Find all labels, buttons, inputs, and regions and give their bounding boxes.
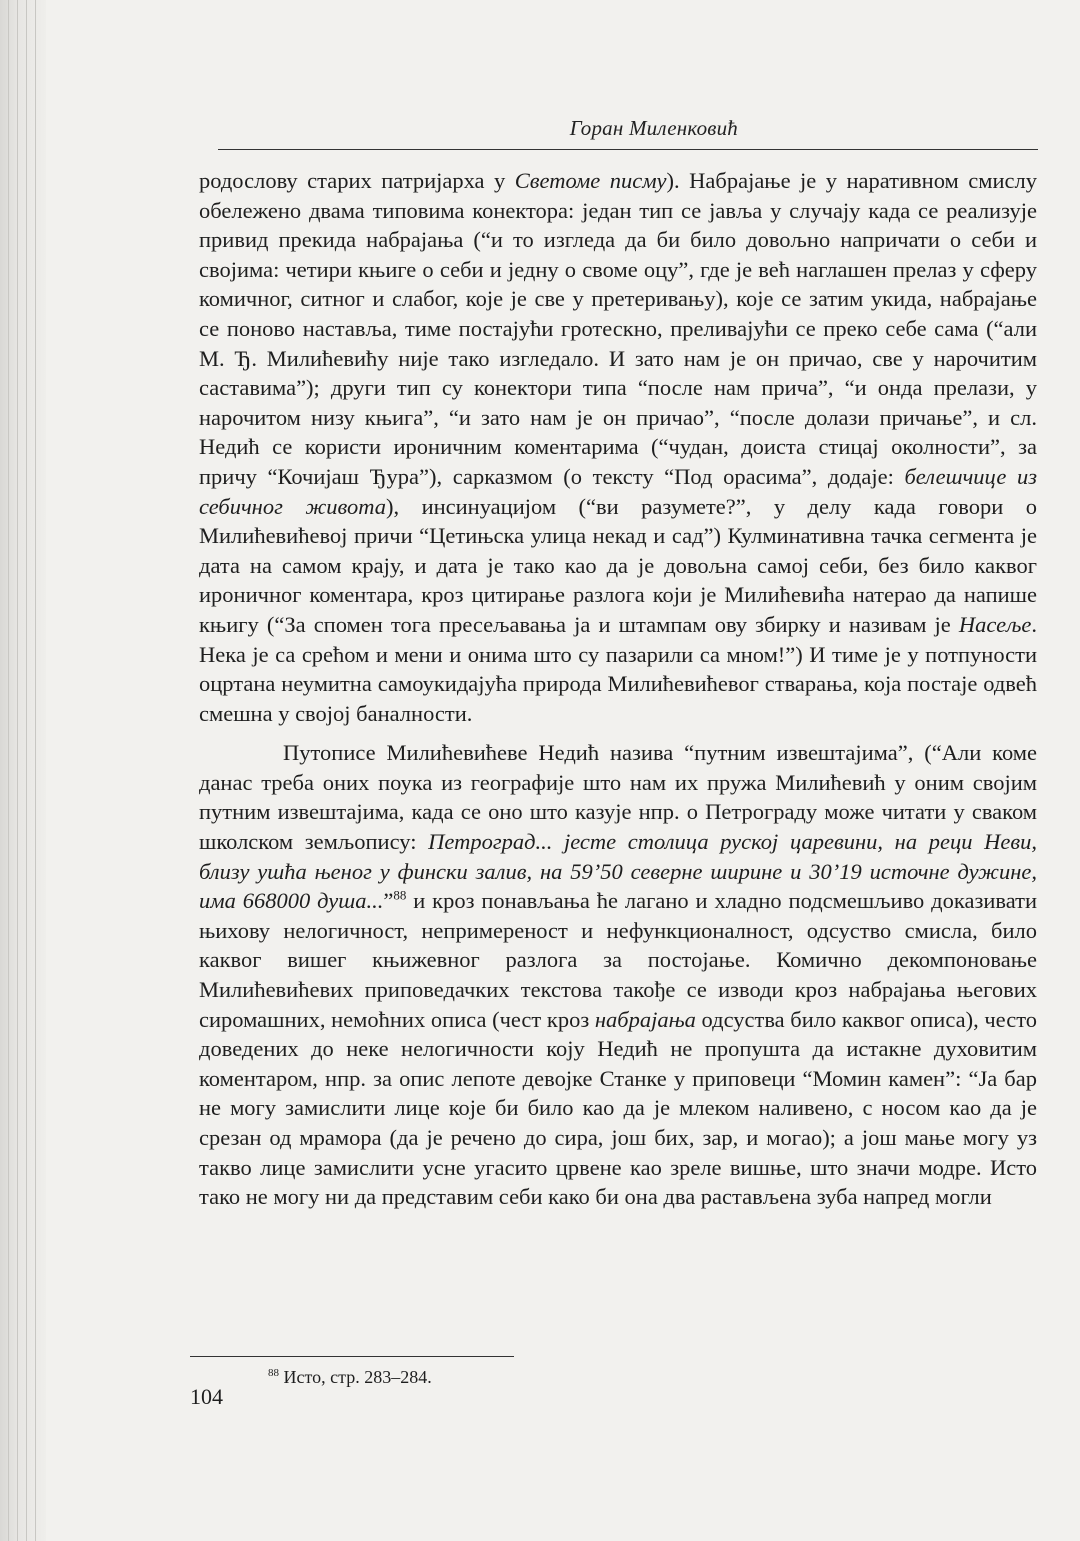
text-run: и кроз понављања ће лагано и хладно подсмешљиво доказивати њихову нелогичност, непримереност и нефункционалност, одсуство смисла, било каквог вишег књижевног разлога за постојање. Комично декомпоновање Милићевићевих приповедачких текстова такође се изводи кроз набрајања његових сиромашних, немоћних описа (чест кроз [199,888,1037,1032]
italic-text: набрајања [594,1006,696,1032]
italic-text: Светоме писму [514,168,667,193]
text-run: родослову старих патријарха у [199,168,515,193]
italic-text: Насеље [958,611,1032,637]
page-edge-line [8,0,9,1541]
text-run: Путописе Милићевићеве Недић назива “путним извештајима”, (“Али коме данас треба оних поука из географије што нам их пружа Милићевић у оним својим путним извештајима, када се оно што казује нпр. о Петрограду може читати у сваком школском земљопису: [199,740,1037,855]
footnote-rule [190,1356,514,1357]
page-edge-line [26,0,27,1541]
header-rule [218,149,1038,151]
paragraph-1 [199,166,1037,728]
footnote-reference: 88 [393,887,407,903]
text-run: ). Набрајање је у наративном смислу обележено двама типовима конектора: један тип се јавља у случају када се реализује привид прекида набрајања (“и то изгледа да би било довољно напричати о себи и својима: четири књиге о себи и једну о своме оцу”, где је већ наглашен прелаз у сферу комичног, ситног и слабог, које је све у претеривању), које се затим укида, набрајање се поново наставља, тиме постајући гротескно, преливајући се преко себе сама (“али М. Ђ. Милићевићу није тако изгледало. И зато нам је он причао, све у нарочитим саставима”); други тип су конектори типа “после нам прича”, “и онда прелази, у нарочитом низу књига”, “и зато нам је он причао”, “после долази причање”, и сл. Недић се користи ироничним коментарима (“чудан, доиста стицај околности”, за причу “Кочијаш Ђура”), сарказмом (о тексту “Под орасима”, додаје: [199,168,1037,489]
running-header [218,100,1038,150]
footnote [268,1366,432,1388]
main-text [199,166,1037,1212]
italic-text: белешчице из себичног живота [199,463,1037,519]
page-edge-line [17,0,18,1541]
header-author-title: Горан Миленковић [569,116,738,140]
text-run: ), инсинуацијом (“ви разумете?”, у делу када говори о Милићевићевој причи “Цетињска улица некад и сад”) Кулминативна тачка сегмента је дата на самом крају, и дата је тако као да је довољна самој себи, без било каквог ироничног коментара, кроз цитирање разлога који је Милићевића натерао да напише књигу (“За спомен тога пресељавања ја и штампам ову збирку и називам је [199,493,1037,637]
paragraph-2 [199,738,1037,1212]
page-number: 104 [190,1384,223,1409]
page-edge-line [35,0,36,1541]
text-run: одсуства било каквог описа), често доведених до неке нелогичности коју Недић не пропушта да истакне духовитим коментаром, нпр. за опис лепоте девојке Станке у приповеци “Момин камен”: “Ја бар не могу замислити лице које би било као да је млеком наливено, с носом као да је срезан од мрамора (да је речено до сира, још бих, зар, и могао); а још мање могу уз такво лице замислити усне угасито црвене као зреле вишње, што значи модре. Исто тако не могу ни да представим себи како би она два растављена зуба напред могли [199,1006,1037,1210]
text-run: . Нека је са срећом и мени и онима што су пазарили са мном!”) И тиме је у потпуности оцртана неумитна самоукидајућа природа Милићевићевог стварања, која постаје одвећ смешна у својој баналности. [199,611,1037,726]
footnote-number: 88 [268,1367,279,1379]
page-edge-shadow [0,0,46,1541]
text-run: ” [383,888,394,914]
italic-text: Петроград... јесте столица руској царевини, на реци Неви, близу ушћа њеног у фински залив, на 59’50 северне ширине и 30’19 источне дужине, има 668000 душа... [199,829,1037,914]
footnote-text: Исто, стр. 283–284. [283,1367,432,1387]
